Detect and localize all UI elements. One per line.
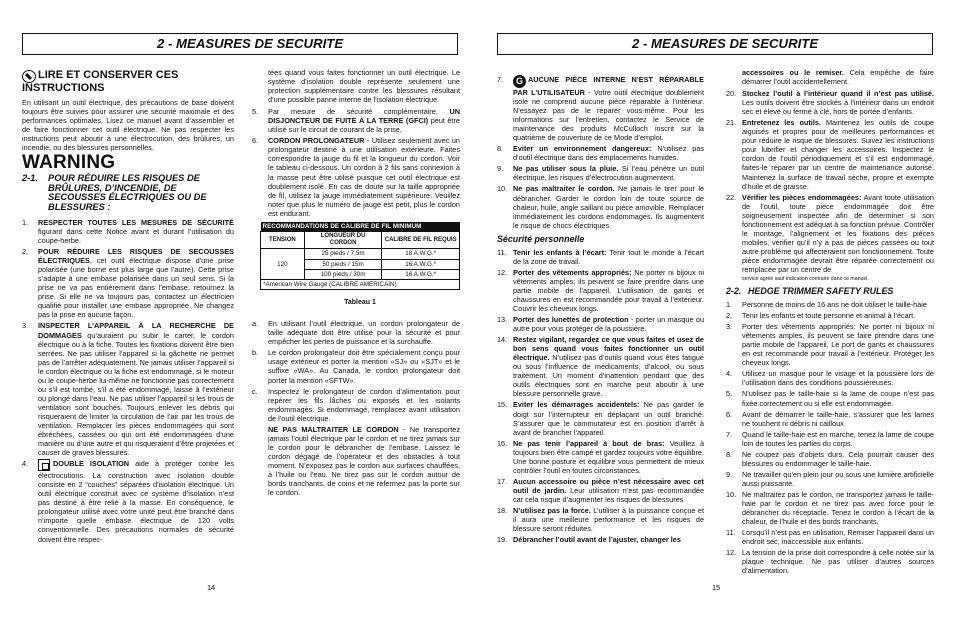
list-item: 4. Utilisez un masque pour le visage et la poussière lors de l’utilisation dans des conditions poussiéreuses.: [726, 369, 934, 388]
list-item: 5. Par mesure de sécurité complémentaire, UN DISJONCTEUR DE FUITE À LA TERRE (GFCI) peut être utilisé sur le circuit de courant de la prise.: [252, 107, 460, 135]
table-cell: 100 pieds / 30m: [304, 269, 382, 279]
table-cell: 16 A.W.G.*: [382, 269, 460, 279]
list-item: 16. Ne pas tenir l’appareil à bout de bras: Veuillez à toujours bien être campé et gardez toujours votre équilibre. Une bonne posture et équilibre vous permettent de mieux contrôler l’outil en toutes circonstances.: [497, 438, 704, 475]
list-item: c. Inspectez le prolongateur de cordon d’alimentation pour repérer les fils lâches ou exposés et les isolants endommagés. Si endommagé, remplacez avant utilisation de l’outil électrique.: [252, 386, 460, 423]
list-item: 19. Débrancher l’outil avant de l’ajuster, changer les: [497, 535, 681, 545]
list-item: 3. INSPECTER L’APPAREIL À LA RECHERCHE DE DOMMAGES qu’auraient pu subir le carter, le cordon électrique ou à la fiche. Toutes les fixations doivent être bien serrées. Ne pas utiliser l’appareil si la gâchette ne permet pas de l’arrêter adéquatement. Ne jamais utiliser l’appareil si le cordon électrique ou la fiche est endommagé, si le moteur ou le coupe-herbe lui-même ne fonctionne pas correctement ou s’il est tombé, s’il a été endommagé, laissé à l’extérieur ou plongé dans l’eau. Ne pas utiliser l’appareil si les trous de ventilation sont bouchés. Toujours enlever les débris qui risqueraient de limiter la circulation de l’air par les trous de ventilation. Remplacer les pièces endommagées qui sont ébréchées, cassées ou qui ont été endommagées d’une manière ou d’une autre et qui risqueraient d’être projetées et causer de graves blessures.: [22, 321, 234, 458]
table-cell: 50 pieds / 15m: [304, 259, 382, 269]
list-item: 13. Porter des lunettes de protection - porter un masque ou autre pour vous protéger de la poussière.: [497, 315, 705, 334]
list-item: 5. N’utilisez pas le taille-haie si la lame de coupe n’est pas fixée correctement ou si elle est endommagée.: [726, 389, 934, 408]
double-insulation-icon: [38, 459, 50, 471]
page-number-left: 14: [207, 583, 216, 592]
list-item: 20. Stockez l’outil à l’intérieur quand il n’est pas utilisé. Les outils doivent être stockés à l’intérieur dans un endroit sec et élevé ou fermé à clé, hors de portée d’enfants.: [726, 89, 934, 117]
table-header: CALIBRE DE FIL REQUIS: [382, 231, 460, 248]
table-footnote: *American Wire Gauge (CALIBRE AMERICAIN): [261, 279, 460, 289]
list-item: 21. Entretenez les outils. Maintenez les outils de coupe aiguisés et propres pour de meilleures performances et pour réduire le risque de blessures. Suivez les instructions pour lubrifier et changer les accessoires. Inspectez le cordon de l’outil périodiquement et s’il est endommagé, faites-le réparer par un centre de maintenance autorisé. Maintenez la surface de travail sèche, propre et exempte d’huile et de graisse.: [726, 118, 934, 191]
table-row: [261, 249, 460, 259]
safety-list-part-1: [22, 218, 234, 544]
list-item: 2. POUR RÉDUIRE LES RISQUES DE SECOUSSES ÉLECTRIQUES, cet outil électrique dispose d’une prise polarisée (une borne est plus large que l’autre). Cette prise s’adapte à une embase polarisée dans un seul sens. Si la prise ne va pas entièrement dans l’embase, retournez la prise. Si elle ne va toujours pas, contactez un électricien qualifié pour installer une embase appropriée. Ne changez pas la prise en aucune façon.: [22, 247, 234, 320]
table-caption: Tableau 1: [344, 299, 376, 307]
list-item: 2. Tenir les enfants et toute personne et animal à l’écart.: [726, 311, 916, 321]
hedge-trimmer-rules-list: [726, 300, 934, 575]
safety-list-part-2: [252, 107, 460, 218]
list-item: 10. Ne pas maltraiter le cordon. Ne jamais le tirer pour le débrancher. Garder le cordon loin de toute source de chaleur, huile, angle saillant ou pièce amovible. Remplacer immédiatement les cordons endommagés. Ils augmentent le risque de chocs électriques.: [497, 184, 705, 230]
list-item: 17. Aucun accessoire ou pièce n’est nécessaire avec cet outil de jardin. Leur utilisation n’est pas recommandée car cela risque d’augmenter les risques de blessures: [497, 476, 704, 504]
list-item: 4. DOUBLE ISOLATION aide à protéger contre les électrocutions. La construction avec isolation double consiste en 2 “couches” séparées d’isolation électrique. Un outil électrique construit avec ce système d’isolation n’est pas destiné à être relié à la masse. En conséquence, le prolongateur utilisé avec votre unité peut être branché dans n’importe quelle embase électrique de 120 volts conventionnelle. Des précautions normales de sécurité doivent être respec-: [22, 459, 234, 544]
left-page-column-2: [252, 68, 460, 497]
list-item: 6. Avant de démarrer le taille-haie, s’assurer que les lames ne touchent ni débris ni cailloux: [726, 409, 934, 428]
table-cell: 16 A.W.G.*: [382, 259, 460, 269]
list-item: 3. Porter des vêtements appropriés: Ne porter ni bijoux ni vêtements amples, ils peuvent se faire prendre dans une partie mobile de l’appareil. Le port de gants et chaussures en est recommandé pour travail à l’extérieur. Protéger les cheveux longs.: [726, 322, 934, 368]
list-item: 22. Vérifier les pièces endommagées: Avant toute utilisation de l’outil, toute pièce endommagée doit être soigneusement inspectée afin de déterminer si son fonctionnement est adéquat à sa fonction prévue. Contrôler le montage, l’alignement et les fixations des pièces mobiles, vérifier qu’il n’y a pas de pièces cassées ou tout autre problème qui affecteraient son fonctionnement. Toute pièce endommagée devrait être réparée correctement ou remplacée par un centre de: [726, 192, 934, 274]
right-header-title: 2 - MEASURES DE SECURITE: [632, 36, 819, 51]
table-cell: 25 pieds / 7,5m: [304, 249, 382, 259]
table-title: RECOMMANDATIONS DE CALIBRE DE FIL MINIMUM: [261, 222, 460, 232]
list-item: 9. Ne travailler qu’en plein jour ou sous une lumière artificielle aussi puissante.: [726, 469, 934, 488]
table-header: LONGUEUR DU CORDON: [304, 231, 382, 248]
list-item: b. Le cordon prolongateur doit être spécialement conçu pour usage extérieur et porter la mention «SJ» ou «SJT» et le suffixe «WA». Au Canada, le cordon prolongateur doit porter la mention «SFTW».: [252, 348, 460, 385]
table-header: TENSION: [261, 231, 305, 248]
list-item: a. En utilisant l’outil électrique, un cordon prolongateur de taille adéquate doit être utilisé pour la sécurité et pour empêcher les pertes de puissance et la surchauffe.: [252, 319, 460, 347]
subsection-2-1-title: 2-1. POUR RÉDUIRE LES RISQUES DE BRÛLURES, D’INCENDIE, DE SECOUSSES ÉLECTRIQUES OU DE BLESSURES :: [22, 172, 207, 213]
subsection-2-2-title: 2-2. HEDGE TRIMMER SAFETY RULES: [726, 286, 894, 297]
safety-list-part-4: [497, 248, 704, 544]
cord-sublist: [252, 319, 460, 423]
wire-gauge-table: [260, 222, 460, 290]
safety-list-part-5: [726, 89, 934, 274]
continued-paragraph: accessoires ou le remiser. Cela empêche de faire démarrer l’outil accidentellement.: [742, 68, 934, 87]
list-item: 1. Personne de moins de 16 ans ne doit utiliser le taille-haie: [726, 300, 927, 310]
left-header-title: 2 - MEASURES DE SECURITE: [157, 36, 344, 51]
list-item: 9. Ne pas utiliser sous la pluie. Si l’eau pénètre un outil électrique, les risques d’électrocution augmentent.: [497, 164, 704, 183]
list-item: 11. Tenir les enfants à l’écart: Tenir tout le monde à l’écart de la zone de travail.: [497, 247, 704, 266]
safety-hand-icon: [22, 70, 36, 83]
list-item: 12. La tension de la prise doit correspondre à celle notée sur la plaque technique. Ne pas utiliser d’autres sources d’alimentation.: [726, 548, 934, 576]
page-number-right: 15: [712, 583, 721, 592]
intro-paragraph: En utilisant un outil électrique, des précautions de base doivent toujours être suivies pour assurer une sécurité maximale et des performances optimales. Lisez ce manuel avant d’assembler et de faire fonctionner cet outil électrique. Ne pas respecter les instructions peut aboutir à une électrocution, des brûlures, un incendie, ou des blessures personnelles.: [22, 97, 234, 152]
section-heading: LIRE ET CONSERVER CES INSTRUCTIONS: [22, 69, 179, 94]
left-page-column-1: [22, 70, 234, 546]
list-item: 18. N’utilisez pas la force. L’utiliser à la puissance conçue et il aura une meilleure performance et les risques de blessure seront réduites.: [497, 505, 704, 534]
list-item: 1. RESPECTER TOUTES LES MESURES DE SÉCURITÉ figurant dans cette Notice avant et durant l’utilisation du coupe-herbe.: [22, 217, 234, 246]
left-page-header: [22, 33, 458, 55]
continued-paragraph: tées quand vous faites fonctionner un outil électrique. Le système d’isolation double représente seulement une protection supplémentaire contre les blessures résultant d’une possible panne interne de l’isolation électrique.: [268, 68, 460, 105]
personal-safety-heading: Sécurité personnelle: [497, 233, 585, 244]
list-item: 6. CORDON PROLONGATEUR - Utilisez seulement avec un prolongateur destiné à une utilisation extérieure. Faites correspondre la jauge du fil et la longueur du cordon. Voir le tableau ci-dessous. Un cordon à 2 fils sans connexion à la masse peut être utilisé puisque cet outil électrique est doublement isolé. En cas de doute sur la taille appropriée de fil, utilisez la jauge immédiatement supérieure. Veuillez noter que plus le numéro de jauge est petit, plus le cordon est endurant.: [252, 136, 460, 218]
list-item: 8. Eviter un environnement dangereux: N’utilisez pas d’outil électrique dans des emplacements humides.: [497, 144, 704, 163]
fine-print-note: service agréé sauf indication contraire dans ce manuel.: [742, 276, 869, 283]
service-warning-icon: G: [513, 75, 526, 88]
right-page-column-2: [726, 68, 934, 577]
table-cell: 120: [261, 249, 305, 280]
list-item: 7. G AUCUNE PIÈCE INTERNE N’EST RÉPARABLE PAR L’UTILISATEUR - Votre outil électrique doublement isolé ne comprend aucune pièce réparable à l’intérieur. N’essayez pas de le réparer vous-même. Pour les informations sur l’entretien, contactez le Service de maintenance des produits McCulloch inscrit sur la quatrième de couverture de ce Mode d’emploi.: [497, 75, 705, 143]
list-item: 7. Quand le taille-haie est en marche, tenez la lame de coupe loin de toutes les parties du corps.: [726, 429, 934, 448]
list-item: 12. Porter des vêtements appropriés: Ne porter ni bijoux ni vêtements amples; ils peuvent se faire prendre dans une partie mobile de l’appareil. L’utilisation de gants et chaussures en est recommandée pour travail à l’extérieur. Couvrir les cheveux longs.: [497, 267, 705, 313]
list-item: 11. Lorsqu’il n’est pas en utilisation, Remiser l’appareil dans un endroit sec, inaccessible aux enfants.: [726, 528, 934, 547]
safety-list-part-3: [497, 75, 704, 230]
list-item: 10. Ne maltraitez pas le cordon, ne transportez jamais le taille-haie par le cordon et ne tirez pas avec force pour le débrancher du réceptacle. Tenez le cordon à l’écart de la chaleur, de l’huile et des bords tranchants.: [726, 489, 934, 527]
warning-heading: WARNING: [22, 151, 116, 173]
list-item: 15. Eviter les démarrages accidentels: Ne pas garder le doigt sur l’interrupteur en déplaçant un outil branché. S’assurer que le commutateur est en position d’arrêt à avant de brancher l’appareil.: [497, 400, 704, 437]
list-item: 8. Ne coupez pas d’objets durs. Cela pourrait causer des blessures ou endommager le taille-haie.: [726, 449, 934, 468]
right-page-header: [497, 33, 933, 55]
table-cell: 18 A.W.G.*: [382, 249, 460, 259]
list-item: 14. Restez vigilant, regardez ce que vous faites et usez de bon sens quand vous faites fonctionner un outil électrique. N’utilisez pas d’outils quand vous êtes fatigué ou sous l’influence de médicaments, d’alcool, ou sous traitement. Un moment d’inattention pendant que des outils électriques sont en marche peut aboutir à une blessure personnelle grave.: [497, 335, 704, 399]
wire-gauge-table-wrap: [252, 222, 460, 307]
right-page-column-1: [497, 75, 704, 546]
cord-abuse-paragraph: NE PAS MALTRAITER LE CORDON - Ne transportez jamais l’outil électrique par le cordon et ne tirez jamais sur le cordon pour le débrancher de l’embase. Laissez le cordon dégagé de l’opérateur et des obstacles à tout moment. N’exposez pas le cordon aux surfaces chauffées, à l’huile ou l’eau. Ne tirez pas sur le cordon autour de bords tranchants, de coins et ne refermez pas la porte sur le cordon.: [268, 424, 461, 498]
